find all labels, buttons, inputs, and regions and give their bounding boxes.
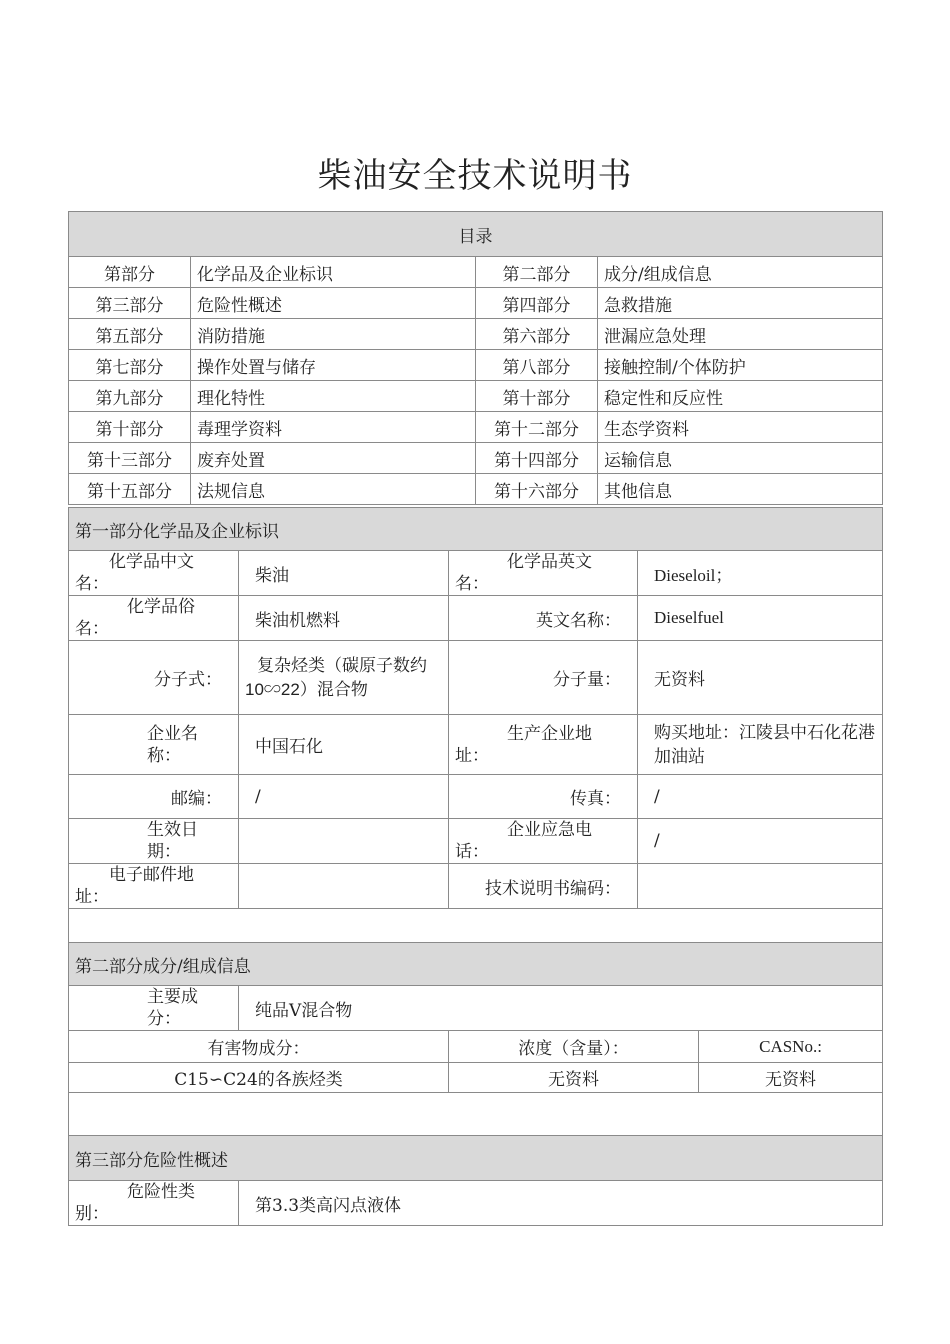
- toc-part-title: 其他信息: [598, 474, 883, 505]
- toc-part-title: 操作处置与储存: [191, 350, 476, 381]
- cn-name-label: 化学品中文 名：: [69, 551, 239, 596]
- concentration-cell: 无资料: [449, 1063, 699, 1093]
- mw-value: 无资料: [638, 641, 883, 715]
- part1-table: [68, 507, 883, 952]
- toc-row: [69, 319, 883, 350]
- postcode-label: 邮编：: [69, 775, 239, 819]
- toc-part-number: 第十部分: [69, 412, 191, 443]
- part2-header: 第二部分成分/组成信息: [69, 943, 883, 986]
- cn-name-value: 柴油: [239, 551, 449, 596]
- toc-part-title: 运输信息: [598, 443, 883, 474]
- toc-part-title: 理化特性: [191, 381, 476, 412]
- toc-part-number: 第十三部分: [69, 443, 191, 474]
- toc-part-title: 消防措施: [191, 319, 476, 350]
- effective-date-label: 生效日 期：: [69, 819, 239, 864]
- toc-table: [68, 211, 883, 505]
- toc-part-title: 成分/组成信息: [598, 257, 883, 288]
- formula-value: 复杂烃类（碳原子数约 10∽22）混合物: [239, 641, 449, 715]
- address-value: 购买地址：江陵县中石化花港加油站: [638, 715, 883, 775]
- toc-part-number: 第十六部分: [476, 474, 598, 505]
- email-value: [239, 864, 449, 909]
- toc-header: 目录: [69, 212, 883, 257]
- toc-row: [69, 443, 883, 474]
- toc-row: [69, 350, 883, 381]
- toc-part-number: 第二部分: [476, 257, 598, 288]
- toc-part-number: 第三部分: [69, 288, 191, 319]
- main-component-value: 纯品Ⅴ混合物: [239, 986, 883, 1031]
- toc-part-number: 第五部分: [69, 319, 191, 350]
- hazard-class-value: 第3.3类高闪点液体: [239, 1181, 883, 1226]
- blank-row: [69, 1093, 883, 1138]
- toc-part-number: 第十五部分: [69, 474, 191, 505]
- address-label: 生产企业地 址：: [449, 715, 638, 775]
- toc-part-title: 法规信息: [191, 474, 476, 505]
- toc-part-title: 接触控制/个体防护: [598, 350, 883, 381]
- harmful-component-header: 有害物成分：: [69, 1031, 449, 1063]
- part3-header: 第三部分危险性概述: [69, 1136, 883, 1181]
- effective-date-value: [239, 819, 449, 864]
- fax-value: /: [638, 775, 883, 819]
- emergency-phone-label: 企业应急电 话：: [449, 819, 638, 864]
- table-row: [69, 1063, 883, 1093]
- sds-code-label: 技术说明书编码：: [449, 864, 638, 909]
- company-value: 中国石化: [239, 715, 449, 775]
- toc-row: [69, 381, 883, 412]
- toc-part-number: 第八部分: [476, 350, 598, 381]
- hazard-class-label: 危险性类 别：: [69, 1181, 239, 1226]
- toc-row: [69, 288, 883, 319]
- common-name-label: 化学品俗 名：: [69, 596, 239, 641]
- harmful-component-cell: C15∽C24的各族烃类: [69, 1063, 449, 1093]
- toc-row: [69, 412, 883, 443]
- toc-part-number: 第七部分: [69, 350, 191, 381]
- part1-header: 第一部分化学品及企业标识: [69, 508, 883, 551]
- toc-part-number: 第九部分: [69, 381, 191, 412]
- toc-part-title: 废弃处置: [191, 443, 476, 474]
- toc-part-number: 第十二部分: [476, 412, 598, 443]
- mw-label: 分子量：: [449, 641, 638, 715]
- fax-label: 传真：: [449, 775, 638, 819]
- cas-number-header: CASNo.:: [699, 1031, 883, 1063]
- part3-table: [68, 1135, 883, 1226]
- company-label: 企业名 称：: [69, 715, 239, 775]
- postcode-value: /: [239, 775, 449, 819]
- toc-part-title: 稳定性和反应性: [598, 381, 883, 412]
- toc-part-title: 毒理学资料: [191, 412, 476, 443]
- sds-code-value: [638, 864, 883, 909]
- formula-label: 分子式：: [69, 641, 239, 715]
- toc-part-number: 第六部分: [476, 319, 598, 350]
- en-alias-label: 英文名称：: [449, 596, 638, 641]
- toc-part-title: 急救措施: [598, 288, 883, 319]
- toc-row: [69, 474, 883, 505]
- toc-part-number: 第部分: [69, 257, 191, 288]
- page-title: 柴油安全技术说明书: [317, 156, 633, 196]
- toc-part-number: 第十部分: [476, 381, 598, 412]
- toc-part-title: 危险性概述: [191, 288, 476, 319]
- en-alias-value: Dieselfuel: [638, 596, 883, 641]
- email-label: 电子邮件地 址：: [69, 864, 239, 909]
- en-name-label: 化学品英文 名：: [449, 551, 638, 596]
- en-name-value: Dieseloil；: [638, 551, 883, 596]
- toc-row: [69, 257, 883, 288]
- toc-part-title: 生态学资料: [598, 412, 883, 443]
- main-component-label: 主要成 分：: [69, 986, 239, 1031]
- part2-table: [68, 942, 883, 1138]
- concentration-header: 浓度（含量）：: [449, 1031, 699, 1063]
- cas-number-cell: 无资料: [699, 1063, 883, 1093]
- emergency-phone-value: /: [638, 819, 883, 864]
- toc-part-title: 化学品及企业标识: [191, 257, 476, 288]
- toc-part-title: 泄漏应急处理: [598, 319, 883, 350]
- toc-part-number: 第四部分: [476, 288, 598, 319]
- toc-part-number: 第十四部分: [476, 443, 598, 474]
- common-name-value: 柴油机燃料: [239, 596, 449, 641]
